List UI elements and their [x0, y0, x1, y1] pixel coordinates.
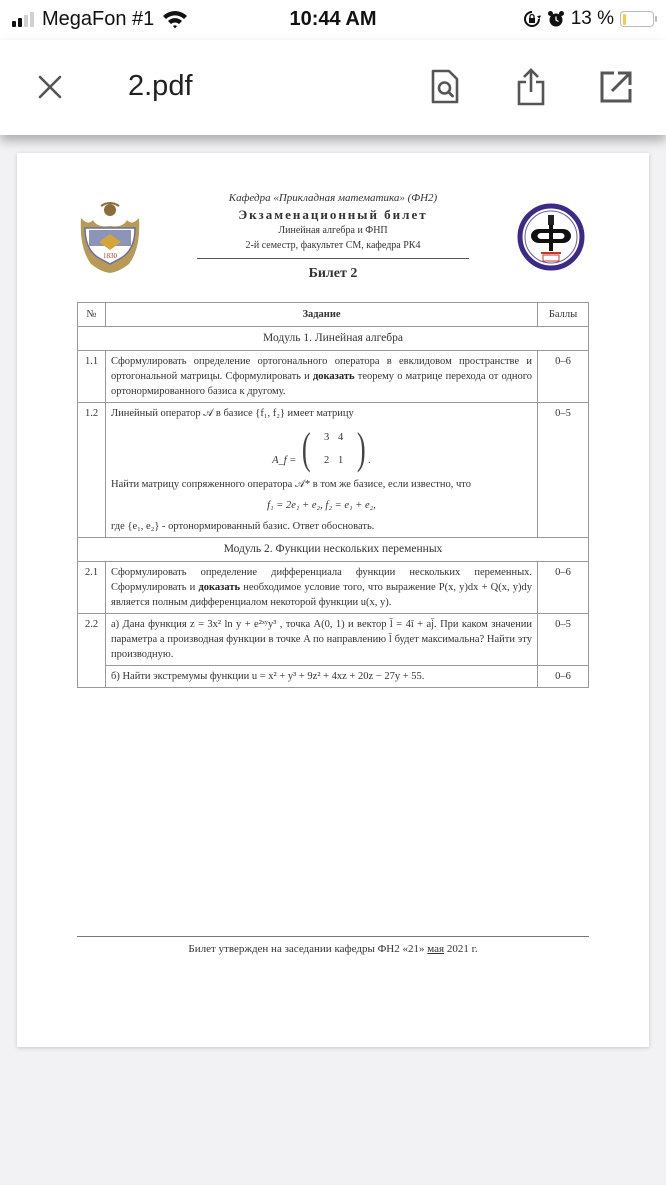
- document-search-icon: [430, 69, 460, 105]
- table-row: [78, 403, 589, 538]
- open-in-app-button[interactable]: [594, 65, 638, 109]
- column-header-points: Баллы: [538, 303, 589, 327]
- matrix-cell: 3: [324, 432, 330, 443]
- ticket-number: Билет 2: [308, 266, 358, 281]
- department-fn2-logo: [517, 203, 585, 271]
- basis-formula: f₁ = 2e₁ + e₂, f₂ = e₁ + e₂,: [267, 500, 376, 511]
- task-text-part: теорему о матрице перехода от одного ортонормированного базиса к другому.: [111, 371, 532, 397]
- matrix-label: A_f =: [272, 455, 297, 466]
- task-text-part: Сформулировать определение дифференциала функции нескольких переменных. Сформулировать и: [111, 567, 532, 593]
- battery-icon: [620, 11, 654, 27]
- alarm-icon: [547, 10, 565, 28]
- ticket-type: Экзаменационный билет: [238, 207, 428, 222]
- task-text: а) Дана функция z = 3x² ln y + e²ˣʸy³ , точка A(0, 1) и вектор l̄ = 4ī + aj̄. При каком значении параметра a производная функции в точке A по направлению l̄ будет максимальна? Найти эту производную.: [106, 614, 538, 666]
- semester-info: 2-й семестр, факультет СМ, кафедра РК4: [245, 240, 421, 251]
- task-points: 0–5: [538, 403, 589, 538]
- approval-month: мая: [427, 943, 445, 955]
- column-header-task: Задание: [106, 303, 538, 327]
- search-document-button[interactable]: [423, 65, 467, 109]
- footer-divider: [77, 936, 589, 937]
- share-icon: [516, 68, 546, 106]
- task-emphasis: доказать: [312, 371, 355, 382]
- status-bar: [0, 0, 666, 40]
- approval-text: Билет утвержден на заседании кафедры ФН2 «21»: [188, 943, 428, 955]
- close-button[interactable]: [28, 65, 72, 109]
- task-text: [106, 403, 538, 538]
- exam-tasks-table: [77, 302, 589, 688]
- document-title: 2.pdf: [128, 70, 193, 102]
- clock: 10:44 AM: [289, 8, 377, 30]
- table-row: [78, 562, 589, 614]
- university-crest-logo: [77, 198, 143, 274]
- pdf-page[interactable]: [17, 153, 649, 1047]
- table-row: [78, 614, 589, 666]
- task-text-middle: Найти матрицу сопряженного оператора 𝒜* в том же базисе, если известно, что: [111, 479, 471, 490]
- task-text: [106, 562, 538, 614]
- ticket-header: [197, 191, 469, 282]
- module-row: [78, 538, 589, 562]
- table-row: [78, 666, 589, 688]
- wifi-icon: [162, 9, 188, 29]
- task-number: 1.2: [78, 403, 106, 538]
- matrix-cell: 1: [338, 455, 344, 466]
- module-2-title: Модуль 2. Функции нескольких переменных: [78, 538, 589, 562]
- table-row: [78, 351, 589, 403]
- crest-year: 1830: [103, 252, 117, 260]
- pdf-viewer-toolbar: [0, 40, 666, 135]
- column-header-number: №: [78, 303, 106, 327]
- task-text: б) Найти экстремумы функции u = x² + y³ + 9z² + 4xz + 20z − 27y + 55.: [106, 666, 538, 688]
- matrix-cell: 4: [338, 432, 344, 443]
- signal-icon: [12, 11, 34, 27]
- task-intro: Линейный оператор 𝒜 в базисе {f₁, f₂} имеет матрицу: [111, 408, 354, 419]
- task-points: 0–6: [538, 351, 589, 403]
- department: Кафедра «Прикладная математика» (ФН2): [228, 192, 438, 204]
- carrier-name: MegaFon #1: [42, 7, 155, 30]
- task-points: 0–6: [538, 666, 589, 688]
- matrix-equation: A_f = ( 3 4 2 1 ) .: [272, 424, 371, 473]
- subject: Линейная алгебра и ФНП: [278, 225, 388, 236]
- task-text-part: Сформулировать определение ортогонального оператора в евклидовом пространстве и ортогональной матрицы. Сформулировать и: [111, 356, 532, 382]
- task-number: 2.1: [78, 562, 106, 614]
- matrix-cell: 2: [324, 455, 330, 466]
- module-1-title: Модуль 1. Линейная алгебра: [78, 327, 589, 351]
- task-emphasis: доказать: [198, 582, 241, 593]
- rotation-lock-icon: [523, 10, 541, 28]
- task-points: 0–5: [538, 614, 589, 666]
- battery-percent: 13 %: [570, 8, 614, 29]
- table-header-row: [78, 303, 589, 327]
- task-text: [106, 351, 538, 403]
- task-number: 1.1: [78, 351, 106, 403]
- share-button[interactable]: [509, 65, 553, 109]
- open-external-icon: [599, 70, 633, 104]
- header-divider: [197, 258, 469, 259]
- approval-year: 2021 г.: [444, 943, 478, 955]
- task-number: 2.2: [78, 614, 106, 688]
- close-icon: [37, 74, 63, 100]
- approval-note: [77, 943, 589, 955]
- task-text-part: необходимое условие того, что выражение P(x, y)dx + Q(x, y)dy является полным дифференциалом некоторой функции u(x, y).: [111, 582, 532, 608]
- task-points: 0–6: [538, 562, 589, 614]
- task-text-end: где {e₁, e₂} - ортонормированный базис. Ответ обосновать.: [111, 521, 375, 532]
- matrix: ( 3 4 2 1 ): [301, 424, 366, 473]
- module-row: [78, 327, 589, 351]
